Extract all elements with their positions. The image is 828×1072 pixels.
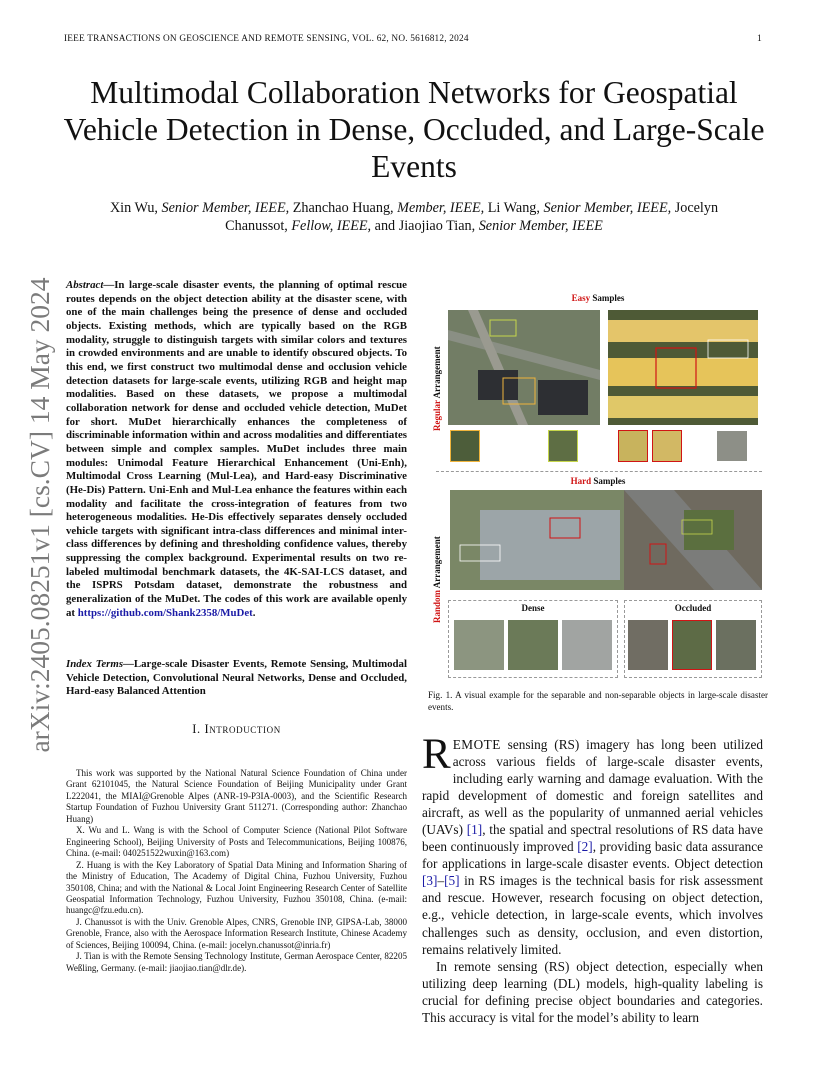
regular-arrangement-label [432, 346, 442, 431]
bus-depot-illustration [608, 310, 758, 425]
divider [436, 471, 762, 472]
intro-text: in RS images is the technical basis for risk assessment and rescue. However, research focusing on object detection, e.g., vehicle detection, in large-scale events, which involves challenges such as density, occlusion, and even distortion, remains relatively limited. [422, 873, 763, 957]
aerial-dense-crowd-image [450, 490, 640, 590]
author-role: Fellow, IEEE, [291, 218, 372, 234]
dense-thumb [562, 620, 612, 670]
easy-samples-label [548, 293, 648, 303]
abstract-label: Abstract [66, 279, 104, 291]
author-role: Senior Member, IEEE [478, 218, 603, 234]
thumbnail-image [548, 430, 578, 462]
samples-word: Samples [590, 293, 625, 303]
citation-link[interactable]: [1] [466, 822, 483, 838]
arrangement-word: Arrangement [432, 346, 442, 401]
random-arrangement-label [432, 536, 442, 623]
aerial-parking-lot-image [448, 310, 600, 425]
citation-link[interactable]: [5] [444, 873, 460, 889]
footnote-affiliation: X. Wu and L. Wang is with the School of Computer Science (National Pilot Software Engineering School), Beijing University of Posts and Telecommunications, Beijing 100876, China. (e-mail: 040251522wuxin@163.com) [66, 825, 407, 859]
first-word: EMOTE [452, 737, 501, 752]
index-terms-label: Index Terms [66, 658, 124, 670]
citation-link[interactable]: [3] [422, 873, 438, 889]
abstract-end: . [252, 606, 256, 619]
author-role: Senior Member, IEEE, [543, 200, 672, 216]
intro-text: , providing basic data assurance for applications in large-scale disaster events. Object detection [422, 839, 763, 872]
random-word: Random [432, 589, 442, 623]
samples-word: Samples [591, 476, 626, 486]
occluded-thumb [628, 620, 668, 670]
author-line-2 [60, 217, 768, 235]
footnote-affiliation: J. Chanussot is with the Univ. Grenoble Alpes, CNRS, Grenoble INP, GIPSA-Lab, 38000 Grenoble, France, also with the Aerospace Information Research Institute, Chinese Academy of Sciences, Beijing 100094, China. (e-mail: jocelyn.chanussot@inria.fr) [66, 916, 407, 950]
section-title-text: Introduction [204, 722, 281, 736]
index-terms-text: —Large-scale Disaster Events, Remote Sensing, Multimodal Vehicle Detection, Convolutional Neural Networks, Dense and Occluded, Hard-easy Balanced Attention [66, 658, 407, 698]
author-name: Zhanchao Huang, [289, 200, 398, 216]
footnote-funding: This work was supported by the National Natural Science Foundation of China under Grant 62101045, the Natural Science Foundation of Beijing Municipality under Grant L222041, the MIAI@Grenoble Alpes (ANR-19-P3IA-0003), and the Scientific Research Startup Foundation of Fuzhou University Grant 511271. (Corresponding author: Zhanchao Huang) [66, 768, 407, 824]
author-line-1 [60, 199, 768, 217]
intro-paragraph-1 [422, 731, 763, 958]
figure-1 [428, 288, 768, 680]
regular-word: Regular [432, 400, 442, 431]
intro-text: – [437, 873, 445, 889]
thumbnail-image [716, 430, 748, 462]
easy-word: Easy [571, 293, 591, 303]
author-name: Jocelyn [671, 200, 719, 216]
footnotes [66, 768, 407, 974]
aerial-occluded-street-image [624, 490, 762, 590]
author-name: Chanussot, [225, 218, 292, 234]
section-number: I. [192, 722, 201, 736]
paper-title: Multimodal Collaboration Networks for Geospatial Vehicle Detection in Dense, Occluded, and Large-Scale Events [63, 75, 765, 184]
arxiv-stamp [18, 270, 62, 760]
occluded-label: Occluded [674, 603, 712, 613]
dense-thumb [454, 620, 504, 670]
index-terms [66, 658, 407, 699]
intro-text: , the spatial and spectral resolutions of RS data have been continuously improved [422, 822, 763, 855]
figure-caption: Fig. 1. A visual example for the separable and non-separable objects in large-scale disaster events. [428, 690, 768, 712]
dense-thumb [508, 620, 558, 670]
footnote-affiliation: J. Tian is with the Remote Sensing Technology Institute, German Aerospace Center, 82205 Weßling, Germany. (e-mail: jiaojiao.tian@dlr.de). [66, 951, 407, 973]
author-role: Member, IEEE, [397, 200, 485, 216]
abstract-text: —In large-scale disaster events, the planning of optimal rescue routes depends on the object detection ability at the disaster scene, with one of the main challenges being the presence of dense and occluded objects. Existing methods, which are typically based on the RGB modality, struggle to distinguish targets with similar colors and textures in crowded environments and are unable to identify obscured objects. To this end, we first construct two multimodal dense and occlusion vehicle detection datasets for large-scale events, utilizing RGB and height map modalities. Based on these datasets, we propose a multimodal collaboration network for dense and occluded vehicle detection, MuDet for short. MuDet hierarchically enhances the completeness of discriminable information within and across modalities and differentiates between simple and complex samples. MuDet includes three main modules: Unimodal Feature Hierarchical Enhancement (Uni-Enh), Multimodal Cross Learning (Mul-Lea), and Hard-easy Discriminative (He-Dis) Pattern. Uni-Enh and Mul-Lea enhance the features within each modality and facilitate the cross-integration of features from two heterogeneous modalities. He-Dis effectively separates densely occluded vehicle targets with significant intra-class differences and minimal inter-class differences by defining and thresholding confidence values, thereby suppressing the complex background. Experimental results on two re-labeled multimodal benchmark datasets, the 4K-SAI-LCS dataset, and the ISPRS Potsdam dataset, demonstrate the robustness and generalization of the MuDet. The codes of this work are available openly at [66, 279, 407, 619]
thumbnail-image [618, 430, 648, 462]
occluded-thumb [672, 620, 712, 670]
occluded-street-illustration [624, 490, 762, 590]
page-number: 1 [757, 34, 762, 44]
running-header: IEEE TRANSACTIONS ON GEOSCIENCE AND REMOTE SENSING, VOL. 62, NO. 5616812, 2024 [64, 34, 469, 44]
intro-text: sensing (RS) imagery has long been utilized across various fields of large-scale disaster events, including early warning and damage evaluation. With the rapid development of domestic and foreign satellites and aircraft, as well as the popularity of unmanned aerial vehicles (UAVs) [422, 737, 763, 838]
occluded-thumb [716, 620, 756, 670]
code-link[interactable]: https://github.com/Shank2358/MuDet [77, 606, 253, 619]
thumbnail-image [652, 430, 682, 462]
dense-label: Dense [521, 603, 545, 613]
author-list [60, 199, 768, 235]
parking-lot-illustration [448, 310, 600, 425]
drop-cap: R [422, 731, 451, 778]
author-name: Li Wang, [484, 200, 544, 216]
hard-samples-label [548, 476, 648, 486]
footnote-affiliation: Z. Huang is with the Key Laboratory of Spatial Data Mining and Information Sharing of the Ministry of Education, The Academy of Digital China, Fuzhou University, Fuzhou 350108, China; and with the National & Local Joint Engineering Research Center of Satellite Geospatial Information Technology, Fuzhou University, Fuzhou 350108, China. (e-mail: huangc@fzu.edu.cn). [66, 859, 407, 916]
introduction-body [422, 731, 763, 1026]
citation-link[interactable]: [2] [577, 839, 593, 855]
author-role: Senior Member, IEEE, [161, 200, 290, 216]
hard-word: Hard [570, 476, 592, 486]
dense-crowd-illustration [450, 490, 640, 590]
thumbnail-image [450, 430, 480, 462]
aerial-bus-depot-image [608, 310, 758, 425]
abstract [66, 279, 407, 620]
author-name: Xin Wu, [109, 200, 162, 216]
arxiv-stamp-text: arXiv:2405.08251v1 [cs.CV] 14 May 2024 [24, 277, 55, 753]
author-name: and Jiaojiao Tian, [371, 218, 479, 234]
section-heading [66, 722, 407, 737]
intro-paragraph-2: In remote sensing (RS) object detection, especially when utilizing deep learning (DL) models, high-quality labeling is crucial for defining precise object boundaries and categories. This accuracy is vital for the model’s ability to learn [422, 958, 763, 1025]
arrangement-word: Arrangement [432, 536, 442, 590]
